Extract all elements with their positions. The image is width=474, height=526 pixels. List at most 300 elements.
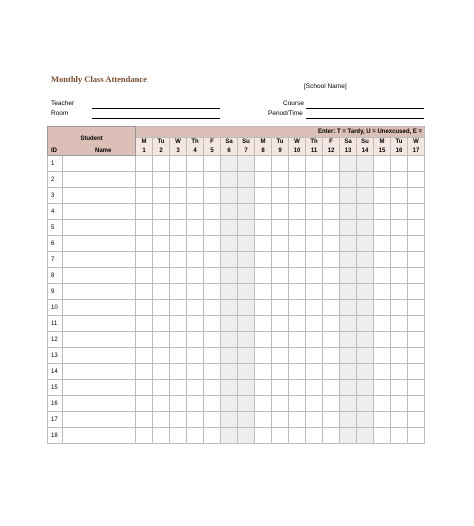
attendance-cell[interactable] (374, 316, 391, 332)
attendance-cell[interactable] (408, 268, 425, 284)
attendance-cell[interactable] (306, 396, 323, 412)
attendance-cell[interactable] (153, 284, 170, 300)
student-name-cell[interactable] (63, 220, 136, 236)
attendance-cell[interactable] (136, 332, 153, 348)
attendance-cell[interactable] (323, 428, 340, 444)
attendance-cell[interactable] (187, 380, 204, 396)
attendance-cell[interactable] (323, 236, 340, 252)
attendance-cell[interactable] (238, 284, 255, 300)
attendance-cell[interactable] (221, 236, 238, 252)
attendance-cell[interactable] (357, 220, 374, 236)
attendance-cell[interactable] (153, 300, 170, 316)
attendance-cell[interactable] (340, 220, 357, 236)
attendance-cell[interactable] (391, 348, 408, 364)
attendance-cell[interactable] (391, 284, 408, 300)
attendance-cell[interactable] (255, 172, 272, 188)
attendance-cell[interactable] (357, 268, 374, 284)
room-field-line[interactable] (92, 118, 220, 119)
attendance-cell[interactable] (187, 300, 204, 316)
attendance-cell[interactable] (289, 252, 306, 268)
attendance-cell[interactable] (153, 316, 170, 332)
attendance-cell[interactable] (238, 252, 255, 268)
attendance-cell[interactable] (374, 380, 391, 396)
student-name-cell[interactable] (63, 364, 136, 380)
attendance-cell[interactable] (204, 188, 221, 204)
attendance-cell[interactable] (357, 300, 374, 316)
attendance-cell[interactable] (357, 252, 374, 268)
attendance-cell[interactable] (289, 332, 306, 348)
attendance-cell[interactable] (136, 428, 153, 444)
attendance-cell[interactable] (289, 156, 306, 172)
student-name-cell[interactable] (63, 412, 136, 428)
student-name-cell[interactable] (63, 156, 136, 172)
attendance-cell[interactable] (170, 300, 187, 316)
attendance-cell[interactable] (408, 332, 425, 348)
attendance-cell[interactable] (221, 348, 238, 364)
attendance-cell[interactable] (357, 380, 374, 396)
student-name-cell[interactable] (63, 252, 136, 268)
attendance-cell[interactable] (153, 236, 170, 252)
attendance-cell[interactable] (391, 188, 408, 204)
attendance-cell[interactable] (204, 252, 221, 268)
attendance-cell[interactable] (323, 284, 340, 300)
attendance-cell[interactable] (136, 252, 153, 268)
attendance-cell[interactable] (272, 396, 289, 412)
attendance-cell[interactable] (136, 380, 153, 396)
attendance-cell[interactable] (323, 364, 340, 380)
attendance-cell[interactable] (374, 236, 391, 252)
attendance-cell[interactable] (238, 156, 255, 172)
attendance-cell[interactable] (221, 188, 238, 204)
attendance-cell[interactable] (357, 428, 374, 444)
attendance-cell[interactable] (238, 268, 255, 284)
attendance-cell[interactable] (306, 300, 323, 316)
attendance-cell[interactable] (391, 204, 408, 220)
attendance-cell[interactable] (289, 300, 306, 316)
attendance-cell[interactable] (408, 364, 425, 380)
attendance-cell[interactable] (204, 220, 221, 236)
attendance-cell[interactable] (255, 252, 272, 268)
attendance-cell[interactable] (238, 332, 255, 348)
attendance-cell[interactable] (391, 380, 408, 396)
attendance-cell[interactable] (357, 332, 374, 348)
attendance-cell[interactable] (408, 204, 425, 220)
attendance-cell[interactable] (136, 220, 153, 236)
period-field-line[interactable] (306, 118, 424, 119)
attendance-cell[interactable] (238, 188, 255, 204)
attendance-cell[interactable] (357, 396, 374, 412)
attendance-cell[interactable] (374, 412, 391, 428)
attendance-cell[interactable] (204, 332, 221, 348)
attendance-cell[interactable] (374, 348, 391, 364)
attendance-cell[interactable] (357, 188, 374, 204)
attendance-cell[interactable] (187, 188, 204, 204)
attendance-cell[interactable] (272, 300, 289, 316)
attendance-cell[interactable] (357, 156, 374, 172)
attendance-cell[interactable] (272, 412, 289, 428)
attendance-cell[interactable] (153, 332, 170, 348)
attendance-cell[interactable] (170, 156, 187, 172)
attendance-cell[interactable] (136, 396, 153, 412)
attendance-cell[interactable] (238, 412, 255, 428)
attendance-cell[interactable] (255, 380, 272, 396)
attendance-cell[interactable] (408, 252, 425, 268)
attendance-cell[interactable] (272, 252, 289, 268)
attendance-cell[interactable] (374, 332, 391, 348)
attendance-cell[interactable] (170, 284, 187, 300)
attendance-cell[interactable] (374, 188, 391, 204)
attendance-cell[interactable] (323, 188, 340, 204)
attendance-cell[interactable] (255, 364, 272, 380)
attendance-cell[interactable] (289, 412, 306, 428)
attendance-cell[interactable] (170, 396, 187, 412)
attendance-cell[interactable] (357, 236, 374, 252)
attendance-cell[interactable] (323, 252, 340, 268)
attendance-cell[interactable] (340, 284, 357, 300)
attendance-cell[interactable] (187, 268, 204, 284)
attendance-cell[interactable] (391, 172, 408, 188)
attendance-cell[interactable] (374, 252, 391, 268)
attendance-cell[interactable] (357, 364, 374, 380)
attendance-cell[interactable] (187, 204, 204, 220)
attendance-cell[interactable] (306, 252, 323, 268)
attendance-cell[interactable] (204, 412, 221, 428)
attendance-cell[interactable] (289, 380, 306, 396)
attendance-cell[interactable] (357, 204, 374, 220)
attendance-cell[interactable] (374, 428, 391, 444)
attendance-cell[interactable] (136, 284, 153, 300)
attendance-cell[interactable] (170, 172, 187, 188)
attendance-cell[interactable] (289, 348, 306, 364)
attendance-cell[interactable] (255, 220, 272, 236)
attendance-cell[interactable] (408, 236, 425, 252)
attendance-cell[interactable] (306, 156, 323, 172)
attendance-cell[interactable] (323, 412, 340, 428)
attendance-cell[interactable] (187, 252, 204, 268)
attendance-cell[interactable] (340, 332, 357, 348)
attendance-cell[interactable] (153, 172, 170, 188)
attendance-cell[interactable] (306, 204, 323, 220)
attendance-cell[interactable] (221, 428, 238, 444)
attendance-cell[interactable] (153, 380, 170, 396)
attendance-cell[interactable] (391, 332, 408, 348)
attendance-cell[interactable] (391, 396, 408, 412)
attendance-cell[interactable] (340, 428, 357, 444)
attendance-cell[interactable] (170, 412, 187, 428)
attendance-cell[interactable] (255, 204, 272, 220)
attendance-cell[interactable] (204, 364, 221, 380)
attendance-cell[interactable] (272, 172, 289, 188)
attendance-cell[interactable] (340, 268, 357, 284)
attendance-cell[interactable] (170, 236, 187, 252)
attendance-cell[interactable] (153, 220, 170, 236)
attendance-cell[interactable] (136, 300, 153, 316)
attendance-cell[interactable] (306, 236, 323, 252)
student-name-cell[interactable] (63, 236, 136, 252)
attendance-cell[interactable] (153, 156, 170, 172)
attendance-cell[interactable] (272, 220, 289, 236)
attendance-cell[interactable] (255, 268, 272, 284)
attendance-cell[interactable] (187, 284, 204, 300)
attendance-cell[interactable] (204, 380, 221, 396)
attendance-cell[interactable] (204, 396, 221, 412)
attendance-cell[interactable] (221, 252, 238, 268)
attendance-cell[interactable] (221, 364, 238, 380)
attendance-cell[interactable] (357, 348, 374, 364)
attendance-cell[interactable] (374, 364, 391, 380)
attendance-cell[interactable] (289, 236, 306, 252)
attendance-cell[interactable] (272, 284, 289, 300)
attendance-cell[interactable] (323, 316, 340, 332)
attendance-cell[interactable] (153, 188, 170, 204)
attendance-cell[interactable] (391, 268, 408, 284)
attendance-cell[interactable] (221, 268, 238, 284)
attendance-cell[interactable] (323, 380, 340, 396)
attendance-cell[interactable] (340, 204, 357, 220)
attendance-cell[interactable] (272, 156, 289, 172)
attendance-cell[interactable] (255, 300, 272, 316)
attendance-cell[interactable] (306, 428, 323, 444)
attendance-cell[interactable] (306, 268, 323, 284)
attendance-cell[interactable] (272, 316, 289, 332)
attendance-cell[interactable] (255, 188, 272, 204)
student-name-cell[interactable] (63, 300, 136, 316)
attendance-cell[interactable] (187, 412, 204, 428)
attendance-cell[interactable] (272, 428, 289, 444)
attendance-cell[interactable] (136, 204, 153, 220)
attendance-cell[interactable] (408, 188, 425, 204)
attendance-cell[interactable] (323, 332, 340, 348)
attendance-cell[interactable] (170, 316, 187, 332)
attendance-cell[interactable] (306, 188, 323, 204)
attendance-cell[interactable] (170, 332, 187, 348)
attendance-cell[interactable] (204, 204, 221, 220)
attendance-cell[interactable] (170, 428, 187, 444)
attendance-cell[interactable] (153, 396, 170, 412)
student-name-cell[interactable] (63, 348, 136, 364)
attendance-cell[interactable] (204, 300, 221, 316)
student-name-cell[interactable] (63, 316, 136, 332)
attendance-cell[interactable] (238, 396, 255, 412)
attendance-cell[interactable] (289, 316, 306, 332)
attendance-cell[interactable] (374, 220, 391, 236)
attendance-cell[interactable] (306, 412, 323, 428)
attendance-cell[interactable] (255, 316, 272, 332)
attendance-cell[interactable] (289, 172, 306, 188)
attendance-cell[interactable] (306, 284, 323, 300)
attendance-cell[interactable] (323, 204, 340, 220)
attendance-cell[interactable] (255, 428, 272, 444)
attendance-cell[interactable] (340, 156, 357, 172)
attendance-cell[interactable] (136, 316, 153, 332)
student-name-cell[interactable] (63, 268, 136, 284)
attendance-cell[interactable] (374, 396, 391, 412)
attendance-cell[interactable] (187, 332, 204, 348)
attendance-cell[interactable] (391, 428, 408, 444)
attendance-cell[interactable] (374, 156, 391, 172)
attendance-cell[interactable] (221, 204, 238, 220)
attendance-cell[interactable] (340, 412, 357, 428)
attendance-cell[interactable] (153, 428, 170, 444)
attendance-cell[interactable] (272, 332, 289, 348)
attendance-cell[interactable] (374, 284, 391, 300)
attendance-cell[interactable] (221, 284, 238, 300)
student-name-cell[interactable] (63, 396, 136, 412)
attendance-cell[interactable] (374, 268, 391, 284)
attendance-cell[interactable] (408, 396, 425, 412)
attendance-cell[interactable] (340, 396, 357, 412)
attendance-cell[interactable] (391, 300, 408, 316)
attendance-cell[interactable] (391, 220, 408, 236)
attendance-cell[interactable] (272, 364, 289, 380)
attendance-cell[interactable] (153, 364, 170, 380)
attendance-cell[interactable] (323, 172, 340, 188)
attendance-cell[interactable] (238, 236, 255, 252)
attendance-cell[interactable] (272, 188, 289, 204)
attendance-cell[interactable] (221, 300, 238, 316)
attendance-cell[interactable] (136, 188, 153, 204)
attendance-cell[interactable] (170, 348, 187, 364)
attendance-cell[interactable] (136, 364, 153, 380)
attendance-cell[interactable] (323, 268, 340, 284)
attendance-cell[interactable] (289, 268, 306, 284)
attendance-cell[interactable] (153, 268, 170, 284)
attendance-cell[interactable] (306, 220, 323, 236)
attendance-cell[interactable] (238, 204, 255, 220)
student-name-cell[interactable] (63, 204, 136, 220)
attendance-cell[interactable] (391, 412, 408, 428)
attendance-cell[interactable] (306, 380, 323, 396)
attendance-cell[interactable] (136, 348, 153, 364)
attendance-cell[interactable] (255, 236, 272, 252)
attendance-cell[interactable] (255, 156, 272, 172)
attendance-cell[interactable] (238, 172, 255, 188)
student-name-cell[interactable] (63, 188, 136, 204)
attendance-cell[interactable] (272, 236, 289, 252)
attendance-cell[interactable] (204, 316, 221, 332)
attendance-cell[interactable] (374, 172, 391, 188)
attendance-cell[interactable] (221, 316, 238, 332)
attendance-cell[interactable] (238, 220, 255, 236)
attendance-cell[interactable] (153, 252, 170, 268)
attendance-cell[interactable] (255, 348, 272, 364)
attendance-cell[interactable] (357, 172, 374, 188)
attendance-cell[interactable] (272, 348, 289, 364)
attendance-cell[interactable] (238, 364, 255, 380)
attendance-cell[interactable] (255, 332, 272, 348)
attendance-cell[interactable] (221, 172, 238, 188)
attendance-cell[interactable] (170, 380, 187, 396)
attendance-cell[interactable] (408, 428, 425, 444)
attendance-cell[interactable] (204, 348, 221, 364)
attendance-cell[interactable] (340, 172, 357, 188)
attendance-cell[interactable] (187, 364, 204, 380)
attendance-cell[interactable] (187, 172, 204, 188)
attendance-cell[interactable] (187, 236, 204, 252)
attendance-cell[interactable] (289, 428, 306, 444)
attendance-cell[interactable] (204, 268, 221, 284)
attendance-cell[interactable] (289, 364, 306, 380)
attendance-cell[interactable] (221, 380, 238, 396)
attendance-cell[interactable] (238, 300, 255, 316)
attendance-cell[interactable] (136, 236, 153, 252)
attendance-cell[interactable] (238, 316, 255, 332)
attendance-cell[interactable] (306, 348, 323, 364)
attendance-cell[interactable] (153, 412, 170, 428)
attendance-cell[interactable] (204, 172, 221, 188)
attendance-cell[interactable] (306, 332, 323, 348)
attendance-cell[interactable] (306, 316, 323, 332)
attendance-cell[interactable] (255, 396, 272, 412)
student-name-cell[interactable] (63, 332, 136, 348)
attendance-cell[interactable] (204, 284, 221, 300)
attendance-cell[interactable] (323, 396, 340, 412)
attendance-cell[interactable] (153, 348, 170, 364)
attendance-cell[interactable] (391, 252, 408, 268)
attendance-cell[interactable] (340, 236, 357, 252)
attendance-cell[interactable] (170, 204, 187, 220)
attendance-cell[interactable] (204, 156, 221, 172)
attendance-cell[interactable] (187, 348, 204, 364)
attendance-cell[interactable] (136, 172, 153, 188)
attendance-cell[interactable] (255, 412, 272, 428)
attendance-cell[interactable] (408, 284, 425, 300)
attendance-cell[interactable] (187, 156, 204, 172)
attendance-cell[interactable] (221, 332, 238, 348)
attendance-cell[interactable] (357, 316, 374, 332)
attendance-cell[interactable] (408, 316, 425, 332)
attendance-cell[interactable] (238, 348, 255, 364)
attendance-cell[interactable] (408, 220, 425, 236)
attendance-cell[interactable] (272, 204, 289, 220)
attendance-cell[interactable] (289, 284, 306, 300)
attendance-cell[interactable] (408, 348, 425, 364)
attendance-cell[interactable] (238, 428, 255, 444)
attendance-cell[interactable] (391, 364, 408, 380)
attendance-cell[interactable] (136, 412, 153, 428)
attendance-cell[interactable] (272, 268, 289, 284)
attendance-cell[interactable] (289, 204, 306, 220)
attendance-cell[interactable] (374, 204, 391, 220)
attendance-cell[interactable] (153, 204, 170, 220)
attendance-cell[interactable] (289, 220, 306, 236)
student-name-cell[interactable] (63, 172, 136, 188)
attendance-cell[interactable] (170, 188, 187, 204)
attendance-cell[interactable] (391, 156, 408, 172)
attendance-cell[interactable] (323, 300, 340, 316)
attendance-cell[interactable] (204, 428, 221, 444)
attendance-cell[interactable] (391, 236, 408, 252)
attendance-cell[interactable] (408, 172, 425, 188)
attendance-cell[interactable] (289, 188, 306, 204)
teacher-field-line[interactable] (92, 108, 220, 109)
course-field-line[interactable] (306, 108, 424, 109)
student-name-cell[interactable] (63, 428, 136, 444)
attendance-cell[interactable] (136, 268, 153, 284)
attendance-cell[interactable] (323, 348, 340, 364)
attendance-cell[interactable] (323, 156, 340, 172)
attendance-cell[interactable] (340, 364, 357, 380)
attendance-cell[interactable] (306, 364, 323, 380)
attendance-cell[interactable] (221, 412, 238, 428)
attendance-cell[interactable] (357, 284, 374, 300)
attendance-cell[interactable] (187, 316, 204, 332)
attendance-cell[interactable] (408, 380, 425, 396)
attendance-cell[interactable] (272, 380, 289, 396)
attendance-cell[interactable] (187, 428, 204, 444)
attendance-cell[interactable] (408, 300, 425, 316)
attendance-cell[interactable] (170, 220, 187, 236)
